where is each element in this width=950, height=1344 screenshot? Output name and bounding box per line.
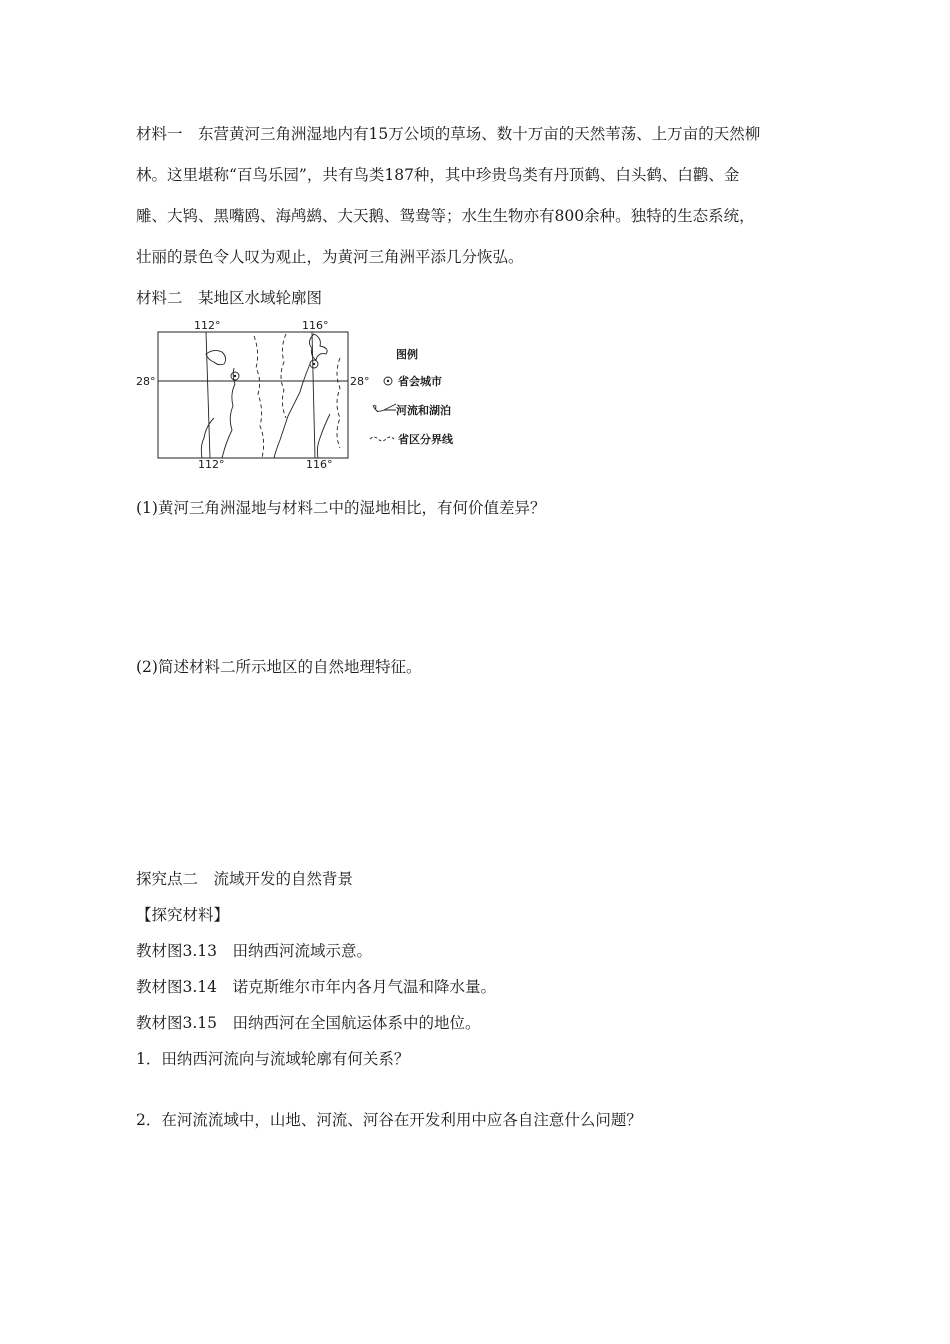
lake-west	[206, 350, 226, 364]
river-east	[274, 364, 310, 458]
figure-ref-3-14: 教材图3.14 诺克斯维尔市年内各月气温和降水量。	[136, 978, 497, 996]
question-1: (1)黄河三角洲湿地与材料二中的湿地相比，有何价值差异？	[136, 499, 546, 517]
longitude-line-112	[206, 332, 210, 458]
legend-border-label: 省区分界线	[398, 433, 453, 446]
material2-title: 材料二 某地区水域轮廓图	[136, 289, 323, 307]
figure-ref-3-13: 教材图3.13 田纳西河流域示意。	[136, 942, 373, 960]
material1-line: 林。这里堪称“百鸟乐园”，共有鸟类187种，其中珍贵鸟类有丹顶鹤、白头鹤、白鹳、金	[136, 166, 740, 184]
legend-capital-label: 省会城市	[398, 375, 442, 388]
water-outline-map	[134, 318, 484, 468]
section2-title: 探究点二 流域开发的自然背景	[136, 870, 354, 888]
lon-bottom-right: 116°	[306, 458, 333, 468]
capital-city-east	[310, 360, 318, 368]
material1-line: 材料一 东营黄河三角洲湿地内有15万公顷的草场、数十万亩的天然苇荡、上万亩的天然柳	[136, 125, 761, 143]
province-border-east	[337, 358, 340, 448]
river-west	[222, 368, 235, 458]
river-west-branch	[201, 418, 214, 458]
question-2: (2)简述材料二所示地区的自然地理特征。	[136, 658, 422, 676]
longitude-line-116	[312, 332, 315, 458]
section2-question-1: 1．田纳西河流向与流域轮廓有何关系？	[136, 1050, 410, 1068]
figure-ref-3-15: 教材图3.15 田纳西河在全国航运体系中的地位。	[136, 1014, 481, 1032]
lon-top-left: 112°	[194, 319, 221, 332]
legend-border-icon	[370, 437, 394, 441]
province-border-middle	[281, 334, 286, 418]
legend-title: 图例	[396, 348, 418, 361]
legend-river-icon	[373, 404, 396, 412]
river-east-branch	[317, 414, 330, 458]
legend-river-label: 河流和湖泊	[396, 404, 451, 417]
material1-line: 壮丽的景色令人叹为观止，为黄河三角洲平添几分恢弘。	[136, 248, 524, 266]
lat-left: 28°	[136, 375, 156, 388]
materials-label: 【探究材料】	[136, 906, 230, 924]
lon-bottom-left: 112°	[198, 458, 225, 468]
material1-line: 雕、大鸨、黑嘴鸥、海鸬鹚、大天鹅、鸳鸯等；水生生物亦有800余种。独特的生态系统，	[136, 207, 755, 225]
section2-question-2: 2．在河流流域中，山地、河流、河谷在开发利用中应各自注意什么问题？	[136, 1111, 642, 1129]
lon-top-right: 116°	[302, 319, 329, 332]
capital-city-west	[231, 372, 239, 380]
legend-capital-icon	[384, 377, 392, 385]
province-border-west	[254, 336, 264, 458]
lat-right: 28°	[350, 375, 370, 388]
material1-paragraph	[136, 114, 826, 278]
